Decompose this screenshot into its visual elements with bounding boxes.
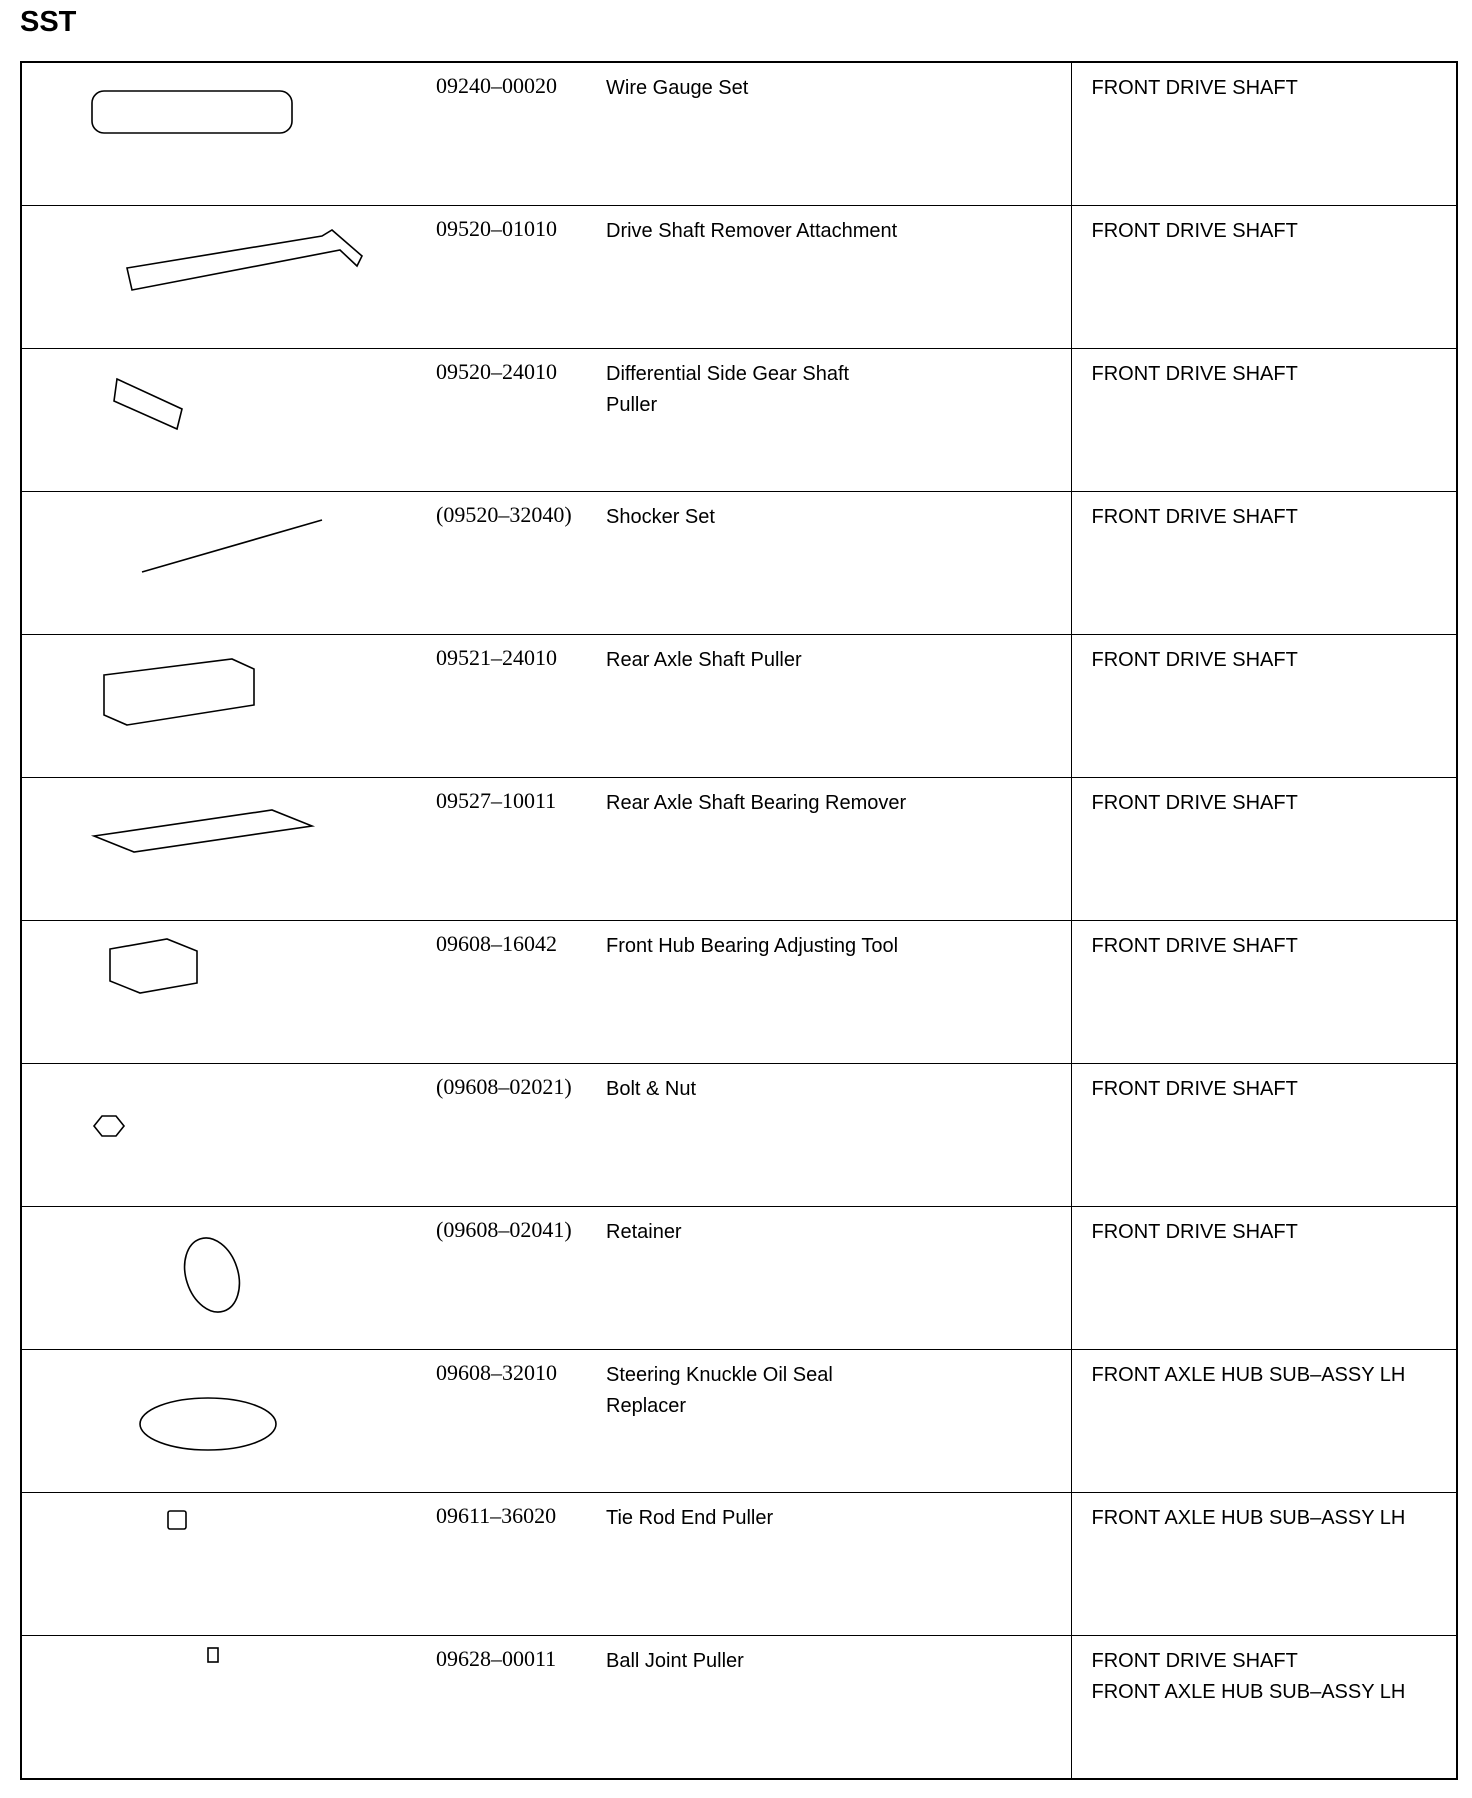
tool-illustration	[22, 1636, 427, 1778]
tool-illustration	[22, 1350, 427, 1492]
part-name: Bolt & Nut	[606, 1078, 697, 1100]
tool-illustration	[22, 778, 427, 920]
part-number-cell	[426, 921, 606, 1064]
icon	[114, 379, 182, 429]
tool-illustration-cell	[21, 1636, 426, 1780]
usage-item: FRONT DRIVE SHAFT	[1091, 220, 1298, 242]
icon	[104, 659, 254, 725]
usage-item: FRONT AXLE HUB SUB–ASSY LH	[1091, 1681, 1406, 1703]
usage-item: FRONT DRIVE SHAFT	[1091, 77, 1298, 99]
tool-illustration-cell	[21, 1207, 426, 1350]
tool-illustration	[22, 1207, 427, 1349]
usage-cell	[1071, 349, 1457, 492]
icon	[92, 91, 292, 133]
table-row	[21, 921, 1457, 1064]
tool-illustration-cell	[21, 778, 426, 921]
part-name: Differential Side Gear Shaft	[606, 363, 850, 385]
tool-illustration	[22, 63, 427, 205]
part-number-cell	[426, 1207, 606, 1350]
usage-item: FRONT DRIVE SHAFT	[1091, 1650, 1298, 1672]
usage-cell	[1071, 62, 1457, 206]
part-name-cell	[606, 778, 1071, 921]
table-row	[21, 1636, 1457, 1780]
icon	[127, 230, 362, 290]
icon	[176, 1231, 249, 1319]
usage-cell	[1071, 921, 1457, 1064]
part-name: Shocker Set	[606, 506, 715, 528]
part-number-cell	[426, 1493, 606, 1636]
table-row	[21, 62, 1457, 206]
table-row	[21, 1207, 1457, 1350]
tool-illustration	[22, 206, 427, 348]
part-name: Rear Axle Shaft Puller	[606, 649, 802, 671]
part-name: Tie Rod End Puller	[606, 1507, 774, 1529]
table-row	[21, 1350, 1457, 1493]
part-name-cell	[606, 921, 1071, 1064]
part-number-cell	[426, 206, 606, 349]
part-name-cell	[606, 1350, 1071, 1493]
part-name: Front Hub Bearing Adjusting Tool	[606, 935, 899, 957]
part-name-cell	[606, 349, 1071, 492]
part-number: 09520–01010	[436, 216, 557, 241]
part-number: 09520–24010	[436, 359, 557, 384]
icon	[208, 1648, 218, 1662]
tool-illustration-cell	[21, 921, 426, 1064]
icon	[168, 1511, 186, 1529]
usage-cell	[1071, 1493, 1457, 1636]
part-number-cell	[426, 62, 606, 206]
table-row	[21, 492, 1457, 635]
tool-illustration-cell	[21, 635, 426, 778]
part-name-cell	[606, 62, 1071, 206]
part-number-cell	[426, 1064, 606, 1207]
table-row	[21, 1064, 1457, 1207]
part-name: Replacer	[606, 1395, 687, 1417]
table-row	[21, 349, 1457, 492]
part-number: 09628–00011	[436, 1646, 557, 1671]
usage-cell	[1071, 1064, 1457, 1207]
tool-illustration	[22, 1064, 427, 1206]
icon	[140, 1398, 276, 1450]
table-row	[21, 635, 1457, 778]
part-name-cell	[606, 1493, 1071, 1636]
part-name-cell	[606, 206, 1071, 349]
tool-illustration	[22, 1493, 427, 1635]
part-number-cell	[426, 778, 606, 921]
tool-illustration-cell	[21, 1350, 426, 1493]
tool-illustration-cell	[21, 62, 426, 206]
usage-cell	[1071, 778, 1457, 921]
part-number-cell	[426, 635, 606, 778]
tool-illustration	[22, 635, 427, 777]
part-name: Ball Joint Puller	[606, 1650, 744, 1672]
icon	[94, 1116, 124, 1136]
tool-illustration	[22, 349, 427, 491]
tool-illustration-cell	[21, 1064, 426, 1207]
part-name-cell	[606, 1636, 1071, 1780]
icon	[142, 520, 322, 572]
table-row	[21, 1493, 1457, 1636]
part-name-cell	[606, 492, 1071, 635]
part-number: 09611–36020	[436, 1503, 557, 1528]
usage-item: FRONT DRIVE SHAFT	[1091, 1221, 1298, 1243]
usage-cell	[1071, 1350, 1457, 1493]
part-name-cell	[606, 635, 1071, 778]
usage-cell	[1071, 206, 1457, 349]
usage-cell	[1071, 1207, 1457, 1350]
usage-item: FRONT DRIVE SHAFT	[1091, 363, 1298, 385]
part-name: Wire Gauge Set	[606, 77, 749, 99]
part-name: Rear Axle Shaft Bearing Remover	[606, 792, 907, 814]
part-name-cell	[606, 1064, 1071, 1207]
part-number: (09608–02041)	[436, 1217, 572, 1242]
tool-illustration-cell	[21, 1493, 426, 1636]
part-name: Retainer	[606, 1221, 682, 1243]
part-number-cell	[426, 1350, 606, 1493]
usage-cell	[1071, 635, 1457, 778]
part-number-cell	[426, 1636, 606, 1780]
part-number-cell	[426, 349, 606, 492]
part-number: 09527–10011	[436, 788, 557, 813]
part-number: 09521–24010	[436, 645, 557, 670]
part-number: 09608–32010	[436, 1360, 557, 1385]
usage-item: FRONT AXLE HUB SUB–ASSY LH	[1091, 1364, 1406, 1386]
part-number: (09608–02021)	[436, 1074, 572, 1099]
part-number: (09520–32040)	[436, 502, 572, 527]
usage-item: FRONT AXLE HUB SUB–ASSY LH	[1091, 1507, 1406, 1529]
icon	[94, 810, 312, 852]
tool-illustration-cell	[21, 349, 426, 492]
sst-table	[20, 61, 1458, 1780]
tool-illustration-cell	[21, 206, 426, 349]
table-row	[21, 778, 1457, 921]
part-number: 09240–00020	[436, 73, 557, 98]
tool-illustration-cell	[21, 492, 426, 635]
part-name: Puller	[606, 394, 658, 416]
part-number: 09608–16042	[436, 931, 557, 956]
table-row	[21, 206, 1457, 349]
usage-item: FRONT DRIVE SHAFT	[1091, 935, 1298, 957]
part-name: Steering Knuckle Oil Seal	[606, 1364, 833, 1386]
tool-illustration	[22, 492, 427, 634]
usage-item: FRONT DRIVE SHAFT	[1091, 792, 1298, 814]
tool-illustration	[22, 921, 427, 1063]
usage-item: FRONT DRIVE SHAFT	[1091, 1078, 1298, 1100]
icon	[110, 939, 197, 993]
part-number-cell	[426, 492, 606, 635]
usage-item: FRONT DRIVE SHAFT	[1091, 506, 1298, 528]
usage-cell	[1071, 1636, 1457, 1780]
usage-item: FRONT DRIVE SHAFT	[1091, 649, 1298, 671]
usage-cell	[1071, 492, 1457, 635]
page-title: SST	[20, 6, 77, 38]
part-name: Drive Shaft Remover Attachment	[606, 220, 898, 242]
part-name-cell	[606, 1207, 1071, 1350]
